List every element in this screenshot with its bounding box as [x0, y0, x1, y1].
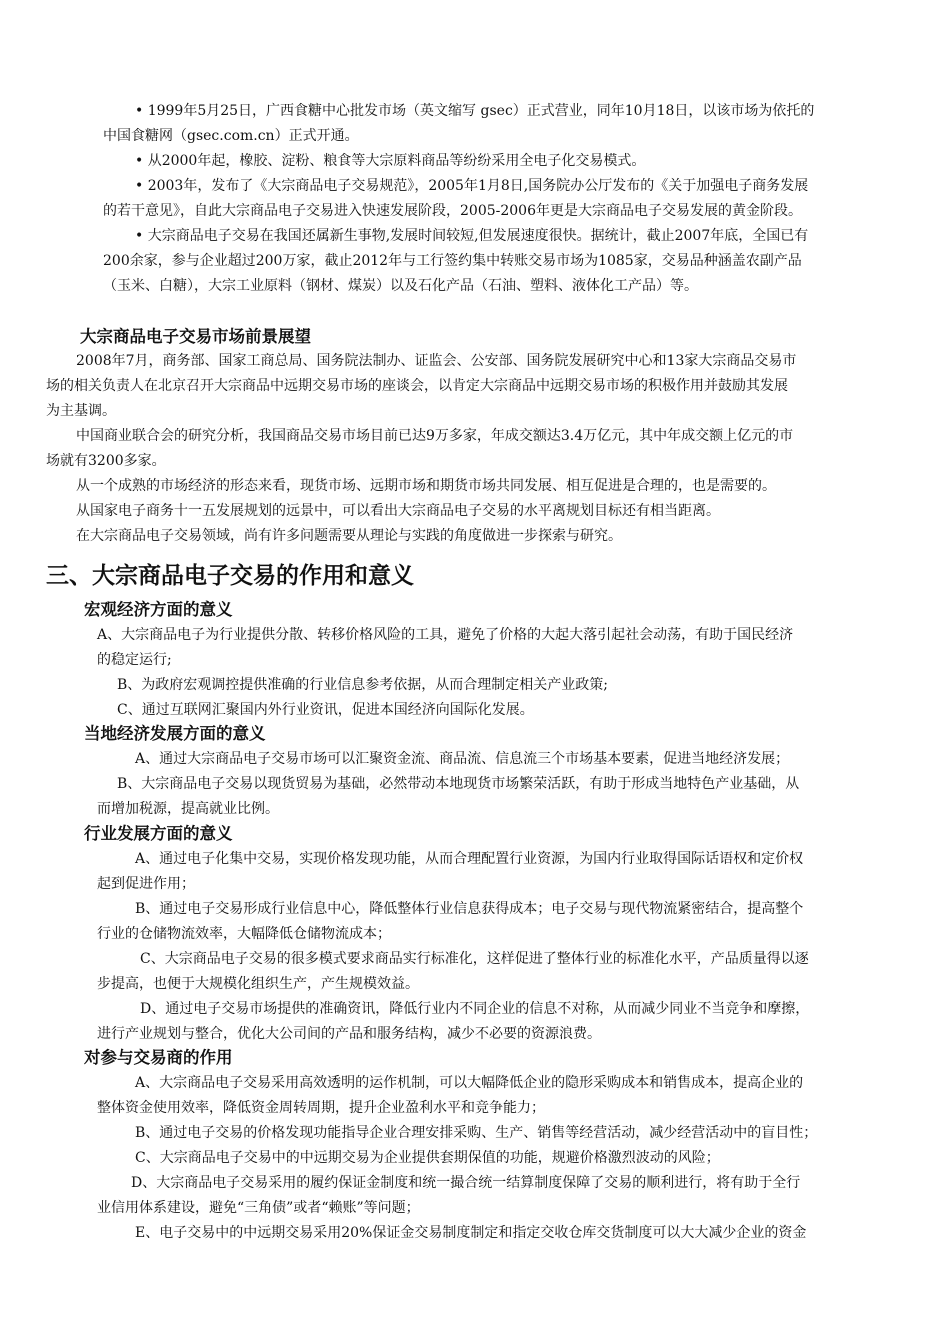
- bullet-1999-cont: [103, 124, 359, 149]
- traders-item-c: [135, 1146, 720, 1171]
- text-line: 而增加税源，提高就业比例。: [97, 801, 279, 817]
- industry-item-c: [140, 947, 809, 972]
- prospect-para-4: [76, 499, 720, 524]
- industry-item-b-cont: [97, 922, 391, 947]
- text-line: • 1999年5月25日，广西食糖中心批发市场（英文缩写 gsec）正式营业，同年10月18日，以该市场为依托的: [135, 103, 815, 119]
- text-line: • 从2000年起，橡胶、淀粉、粮食等大宗原料商品等纷纷采用全电子化交易模式。: [135, 153, 646, 169]
- text-line: 场的相关负责人在北京召开大宗商品中远期交易市场的座谈会，以肯定大宗商品中远期交易市场的积极作用并鼓励其发展: [46, 378, 788, 394]
- text-line: 从一个成熟的市场经济的形态来看，现货市场、远期市场和期货市场共同发展、相互促进是合理的，也是需要的。: [76, 478, 776, 494]
- prospect-para-1-line-1: [76, 349, 796, 374]
- text-line: C、大宗商品电子交易的很多模式要求商品实行标准化，这样促进了整体行业的标准化水平，产品质量得以逐: [140, 951, 809, 967]
- text-line: 整体资金使用效率，降低资金周转周期，提升企业盈利水平和竞争能力；: [97, 1100, 545, 1116]
- text-line: 在大宗商品电子交易领域，尚有许多问题需要从理论与实践的角度做进一步探索与研究。: [76, 528, 622, 544]
- prospect-para-2-line-1: [76, 424, 793, 449]
- text-line: D、大宗商品电子交易采用的履约保证金制度和统一撮合统一结算制度保障了交易的顺利进行，将有助于全行: [131, 1175, 801, 1191]
- local-item-b-cont: [97, 797, 279, 822]
- prospect-para-5: [76, 524, 622, 549]
- section-3-title: 三、大宗商品电子交易的作用和意义: [46, 563, 414, 589]
- prospect-para-1-line-2: [46, 374, 788, 399]
- text-line: D、通过电子交易市场提供的准确资讯，降低行业内不同企业的信息不对称，从而减少同业不当竞争和摩擦，: [140, 1001, 810, 1017]
- text-line: 从国家电子商务十一五发展规划的远景中，可以看出大宗商品电子交易的水平离规划目标还有相当距离。: [76, 503, 720, 519]
- industry-heading: 行业发展方面的意义: [84, 824, 233, 843]
- text-line: A、大宗商品电子交易采用高效透明的运作机制，可以大幅降低企业的隐形采购成本和销售成本，提高企业的: [135, 1075, 804, 1091]
- bullet-2003-cont: [103, 199, 802, 224]
- text-line: • 2003年，发布了《大宗商品电子交易规范》，2005年1月8日,国务院办公厅发布的《关于加强电子商务发展: [135, 178, 809, 194]
- macro-heading: 宏观经济方面的意义: [84, 600, 233, 619]
- prospect-para-3: [76, 474, 776, 499]
- industry-item-d: [140, 997, 809, 1022]
- bullet-2000: [135, 149, 645, 174]
- text-line: B、大宗商品电子交易以现货贸易为基础，必然带动本地现货市场繁荣活跃，有助于形成当地特色产业基础，从: [117, 776, 800, 792]
- traders-heading: 对参与交易商的作用: [84, 1048, 233, 1067]
- local-item-b: [117, 772, 799, 797]
- text-line: 起到促进作用；: [97, 876, 195, 892]
- text-line: 业信用体系建设，避免“三角债”或者“赖账”等问题；: [97, 1200, 420, 1216]
- local-heading: 当地经济发展方面的意义: [84, 724, 266, 743]
- traders-item-d: [131, 1171, 800, 1196]
- text-line: 的稳定运行;: [97, 652, 172, 668]
- text-line: A、通过电子化集中交易，实现价格发现功能，从而合理配置行业资源，为国内行业取得国际话语权和定价权: [135, 851, 804, 867]
- industry-item-c-cont: [97, 972, 419, 997]
- industry-item-d-cont: [97, 1022, 601, 1047]
- text-line: E、电子交易中的中远期交易采用20%保证金交易制度制定和指定交收仓库交货制度可以大大减少企业的资金: [135, 1225, 807, 1241]
- text-line: 行业的仓储物流效率，大幅降低仓储物流成本；: [97, 926, 391, 942]
- text-line: A、大宗商品电子为行业提供分散、转移价格风险的工具，避免了价格的大起大落引起社会动荡，有助于国民经济: [97, 627, 794, 643]
- bullet-stats: [135, 224, 808, 249]
- prospect-heading: 大宗商品电子交易市场前景展望: [80, 327, 311, 346]
- text-line: 场就有3200多家。: [46, 453, 166, 469]
- text-line: （玉米、白糖），大宗工业原料（钢材、煤炭）以及石化产品（石油、塑料、液体化工产品）等。: [103, 278, 698, 294]
- text-line: • 大宗商品电子交易在我国还属新生事物,发展时间较短,但发展速度很快。据统计，截止2007年底，全国已有: [135, 228, 809, 244]
- text-line: 步提高，也便于大规模化组织生产，产生规模效益。: [97, 976, 419, 992]
- traders-item-a: [135, 1071, 803, 1096]
- bullet-2003: [135, 174, 808, 199]
- traders-item-d-cont: [97, 1196, 420, 1221]
- bullet-stats-cont-1: [103, 249, 802, 274]
- traders-item-a-cont: [97, 1096, 545, 1121]
- local-item-a: [135, 747, 789, 772]
- traders-item-e: [135, 1221, 806, 1246]
- bullet-1999: [135, 99, 814, 124]
- text-line: 2008年7月，商务部、国家工商总局、国务院法制办、证监会、公安部、国务院发展研究中心和13家大宗商品交易市: [76, 353, 797, 369]
- text-line: 200余家，参与企业超过200万家，截止2012年与工行签约集中转账交易市场为1085家，交易品种涵盖农副产品: [103, 253, 802, 269]
- text-line: 的若干意见》，自此大宗商品电子交易进入快速发展阶段，2005-2006年更是大宗商品电子交易发展的黄金阶段。: [103, 203, 802, 219]
- text-line: B、通过电子交易的价格发现功能指导企业合理安排采购、生产、销售等经营活动，减少经营活动中的盲目性；: [135, 1125, 818, 1141]
- text-line: 中国食糖网（gsec.com.cn）正式开通。: [103, 128, 359, 144]
- traders-item-b: [135, 1121, 817, 1146]
- macro-item-a-cont: [97, 648, 172, 673]
- macro-item-b: [117, 673, 608, 698]
- text-line: 中国商业联合会的研究分析，我国商品交易市场目前已达9万多家，年成交额达3.4万亿元，其中年成交额上亿元的市: [76, 428, 794, 444]
- industry-item-a: [135, 847, 803, 872]
- text-line: C、大宗商品电子交易中的中远期交易为企业提供套期保值的功能，规避价格激烈波动的风险；: [135, 1150, 720, 1166]
- macro-item-c: [117, 698, 534, 723]
- prospect-para-1-line-3: [46, 399, 116, 424]
- text-line: B、通过电子交易形成行业信息中心，降低整体行业信息获得成本；电子交易与现代物流紧密结合，提高整个: [135, 901, 804, 917]
- text-line: 为主基调。: [46, 403, 116, 419]
- bullet-stats-cont-2: [103, 274, 698, 299]
- prospect-para-2-line-2: [46, 449, 166, 474]
- macro-item-a: [97, 623, 793, 648]
- text-line: B、为政府宏观调控提供准确的行业信息参考依据，从而合理制定相关产业政策;: [117, 677, 609, 693]
- text-line: 进行产业规划与整合，优化大公司间的产品和服务结构，减少不必要的资源浪费。: [97, 1026, 601, 1042]
- industry-item-a-cont: [97, 872, 195, 897]
- text-line: A、通过大宗商品电子交易市场可以汇聚资金流、商品流、信息流三个市场基本要素，促进当地经济发展；: [135, 751, 790, 767]
- text-line: C、通过互联网汇聚国内外行业资讯，促进本国经济向国际化发展。: [117, 702, 534, 718]
- industry-item-b: [135, 897, 803, 922]
